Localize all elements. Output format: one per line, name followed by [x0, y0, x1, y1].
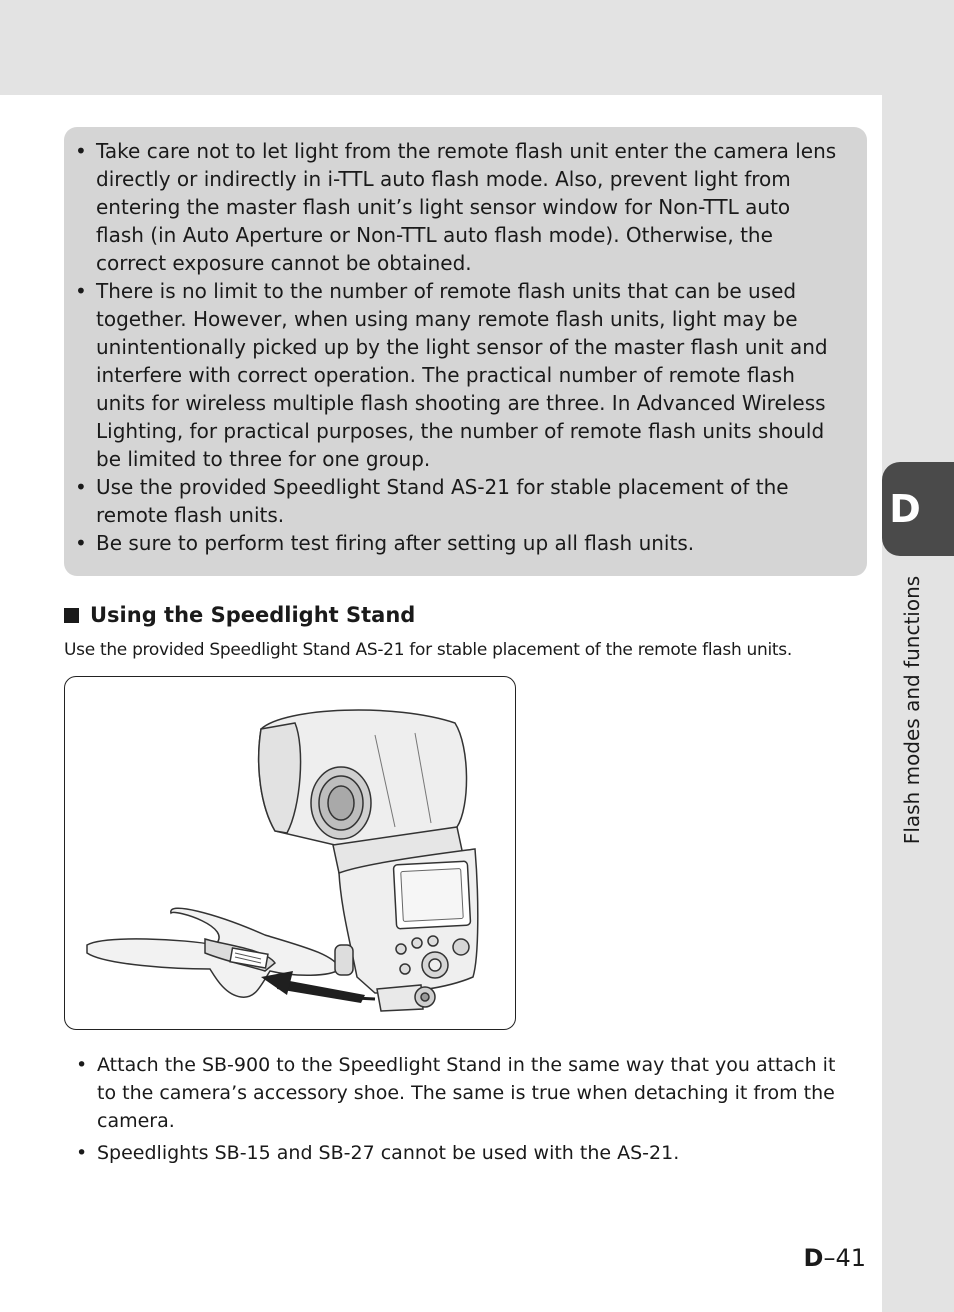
note-item: • Take care not to let light from the remote flash unit enter the camera lens directly or indirectly in i-TTL auto flash mode. Also, prevent light from entering the master flash unit’s light sensor window for Non-TTL auto flash (in Auto Aperture or Non-TTL auto flash mode). Otherwise, the correct exposure cannot be obtained.: [75, 137, 837, 277]
chapter-tab: [882, 462, 954, 556]
page-prefix: D: [803, 1244, 824, 1272]
flash-body-icon: [333, 827, 478, 993]
notes-list: [75, 137, 837, 557]
note-item: • Be sure to perform test firing after setting up all flash units.: [75, 529, 837, 557]
instructions-list: [76, 1051, 836, 1167]
page-separator: –: [823, 1244, 836, 1272]
notes-box: [64, 127, 867, 576]
mounting-foot-icon: [377, 985, 435, 1011]
flash-head-icon: [259, 710, 467, 845]
note-item: • Use the provided Speedlight Stand AS-21 for stable placement of the remote flash units.: [75, 473, 837, 529]
instruction-item: • Attach the SB-900 to the Speedlight Stand in the same way that you attach it to the camera’s accessory shoe. The same is true when detaching it from the camera.: [76, 1051, 836, 1135]
note-item: • There is no limit to the number of remote flash units that can be used together. However, when using many remote flash units, light may be unintentionally picked up by the light sensor of the master flash unit and interfere with correct operation. The practical number of remote flash units for wireless multiple flash shooting are three. In Advanced Wireless Lighting, for practical purposes, the number of remote flash units should be limited to three for one group.: [75, 277, 837, 473]
chapter-side-label: Flash modes and functions: [900, 575, 924, 845]
speedlight-stand-illustration: [64, 676, 516, 1030]
page-number-value: 41: [835, 1244, 866, 1272]
section-intro: Use the provided Speedlight Stand AS-21 for stable placement of the remote flash units.: [64, 640, 792, 660]
page-number: [770, 1244, 866, 1272]
instruction-item: • Speedlights SB-15 and SB-27 cannot be used with the AS-21.: [76, 1139, 836, 1167]
instructions: [76, 1051, 836, 1167]
header-band: [0, 0, 954, 95]
chapter-tab-letter: D: [889, 487, 921, 531]
section-heading: [64, 600, 415, 630]
flash-on-stand-drawing: [65, 677, 516, 1030]
section-marker-icon: [64, 608, 79, 623]
section-title: Using the Speedlight Stand: [90, 603, 416, 627]
